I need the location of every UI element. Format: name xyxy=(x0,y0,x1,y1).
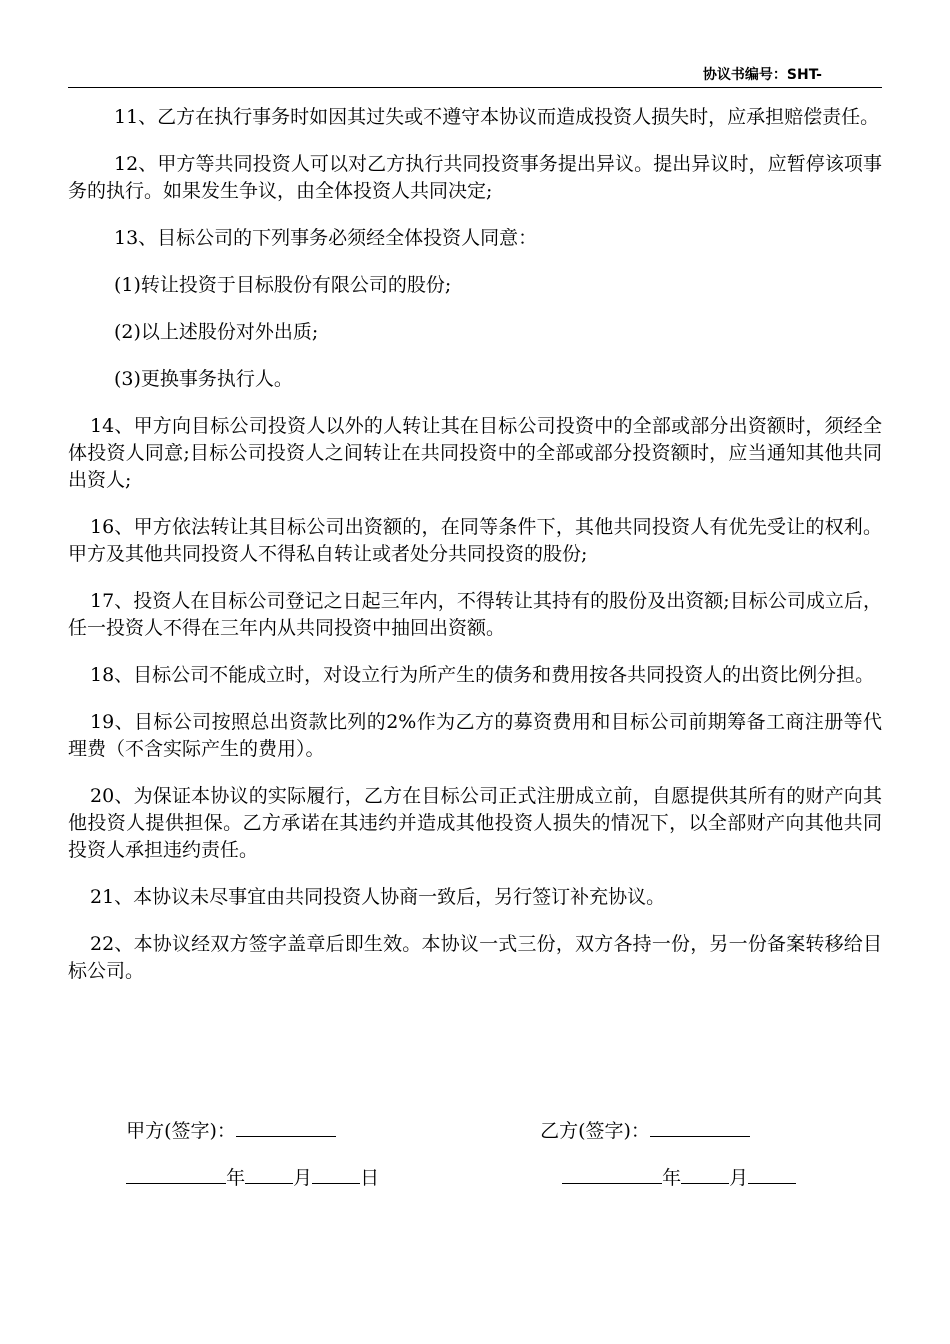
party-a-date xyxy=(114,1136,379,1192)
clause-20: 20、为保证本协议的实际履行，乙方在目标公司正式注册成立前，自愿提供其所有的财产向其他投资人提供担保。乙方承诺在其违约并造成其他投资人损失的情况下，以全部财产向其他共同投资人承担违约责任。 xyxy=(68,785,882,861)
clause-16: 16、甲方依法转让其目标公司出资额的，在同等条件下，其他共同投资人有优先受让的权利。甲方及其他共同投资人不得私自转让或者处分共同投资的股份; xyxy=(68,516,882,565)
clause-22: 22、本协议经双方签字盖章后即生效。本协议一式三份，双方各持一份，另一份备案转移给目标公司。 xyxy=(68,933,882,982)
clause-17: 17、投资人在目标公司登记之日起三年内，不得转让其持有的股份及出资额;目标公司成立后，任一投资人不得在三年内从共同投资中抽回出资额。 xyxy=(68,590,882,639)
party-a-year-label: 年 xyxy=(226,1167,246,1189)
clause-13-item-2: (2)以上述股份对外出质; xyxy=(114,321,319,343)
party-a-year-field[interactable] xyxy=(126,1163,226,1184)
party-a-month-label: 月 xyxy=(293,1167,313,1189)
party-a-signature-field[interactable] xyxy=(236,1116,336,1137)
party-a-label: 甲方(签字)： xyxy=(126,1120,236,1142)
party-b-day-field[interactable] xyxy=(748,1163,796,1184)
clause-13-item-1: (1)转让投资于目标股份有限公司的股份; xyxy=(114,274,452,296)
clause-13: 13、目标公司的下列事务必须经全体投资人同意： xyxy=(114,227,538,249)
party-a-month-field[interactable] xyxy=(245,1163,293,1184)
agreement-body xyxy=(68,104,882,1005)
clause-19: 19、目标公司按照总出资款比列的2%作为乙方的募资费用和目标公司前期筹备工商注册等代理费（不含实际产生的费用）。 xyxy=(68,711,882,760)
party-a-day-field[interactable] xyxy=(312,1163,360,1184)
party-b-year-field[interactable] xyxy=(562,1163,662,1184)
agreement-number-label: 协议书编号：SHT- xyxy=(702,67,822,83)
agreement-number-header xyxy=(68,64,882,84)
clause-18: 18、目标公司不能成立时，对设立行为所产生的债务和费用按各共同投资人的出资比例分担。 xyxy=(90,664,875,686)
clause-11: 11、乙方在执行事务时如因其过失或不遵守本协议而造成投资人损失时，应承担赔偿责任。 xyxy=(114,106,880,128)
party-b-month-label: 月 xyxy=(729,1167,749,1189)
party-b-date xyxy=(550,1136,796,1192)
clause-12: 12、甲方等共同投资人可以对乙方执行共同投资事务提出异议。提出异议时，应暂停该项事务的执行。如果发生争议，由全体投资人共同决定; xyxy=(68,153,882,202)
party-a-day-label: 日 xyxy=(360,1167,380,1189)
party-b-month-field[interactable] xyxy=(681,1163,729,1184)
header-rule xyxy=(68,87,882,88)
party-b-year-label: 年 xyxy=(662,1167,682,1189)
party-b-label: 乙方(签字)： xyxy=(540,1120,650,1142)
clause-21: 21、本协议未尽事宜由共同投资人协商一致后，另行签订补充协议。 xyxy=(90,886,666,908)
clause-13-item-3: (3)更换事务执行人。 xyxy=(114,368,293,390)
clause-14: 14、甲方向目标公司投资人以外的人转让其在目标公司投资中的全部或部分出资额时，须经全体投资人同意;目标公司投资人之间转让在共同投资中的全部或部分投资额时，应当通知其他共同出资人; xyxy=(68,415,882,491)
party-b-signature-field[interactable] xyxy=(650,1116,750,1137)
